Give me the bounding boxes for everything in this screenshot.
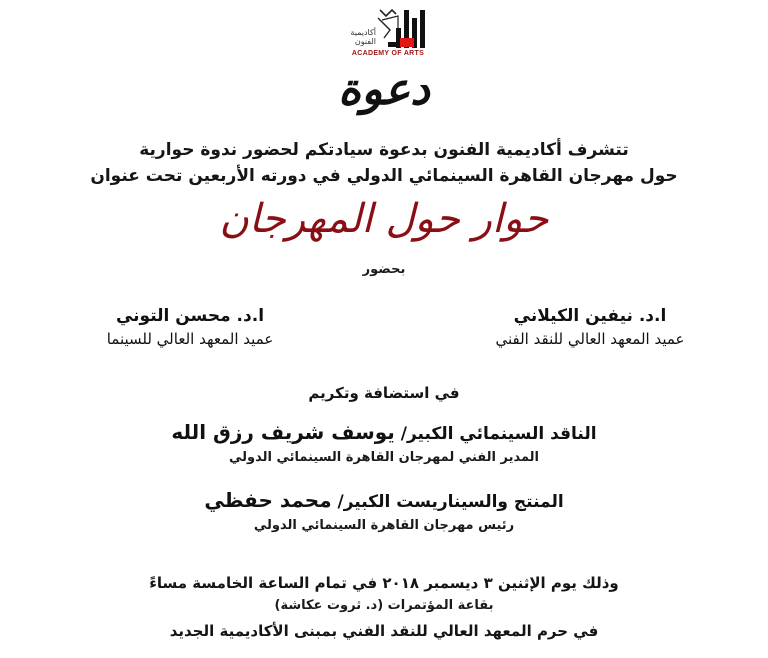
honoree-2-line [0,488,768,512]
event-date-line: وذلك يوم الإثنين ٣ ديسمبر ٢٠١٨ في تمام الساعة الخامسة مساءً [149,574,619,592]
honoree-1-role: المدير الفني لمهرجان القاهرة السينمائي الدولي [228,450,540,465]
guest-name: ا.د. نيفين الكيلاني [513,306,667,326]
guest-2 [20,306,360,348]
attendance-label: بحضور [362,262,406,277]
honoree-2-role: رئيس مهرجان القاهرة السينمائي الدولي [253,518,515,533]
academy-logo [338,6,438,56]
hosting-label: في استضافة وتكريم [308,384,460,402]
intro-line-1: تتشرف أكاديمية الفنون بدعوة سيادتكم لحضور ندوة حوارية [139,140,629,160]
event-location-line: في حرم المعهد العالي للنقد الفني بمبنى الأكاديمية الجديد [169,622,599,640]
honoree-name: محمد حفظي [204,488,332,512]
logo-arabic-line1: أكاديمية [350,28,376,37]
honoree-name: يوسف شريف رزق الله [171,420,395,444]
guest-role: عميد المعهد العالي للنقد الفني [495,330,685,348]
guest-name: ا.د. محسن التوني [115,306,265,326]
honoree-1-line [0,420,768,444]
intro-line-2: حول مهرجان القاهرة السينمائي الدولي في دورته الأربعين تحت عنوان [90,166,678,186]
honoree-prefix: الناقد السينمائي الكبير/ [400,424,597,444]
honoree-prefix: المنتج والسيناريست الكبير/ [337,492,564,512]
event-title: حوار حول المهرجان [219,196,549,242]
guest-role: عميد المعهد العالي للسينما [106,330,274,348]
event-venue-line: بقاعة المؤتمرات (د. ثروت عكاشة) [274,598,494,613]
logo-english-text: ACADEMY OF ARTS [351,50,425,57]
logo-arabic-text [346,28,376,46]
invitation-calligraphy-title: دعوة [338,64,430,115]
logo-arabic-line2: الفنون [354,37,376,46]
guest-1 [420,306,760,348]
